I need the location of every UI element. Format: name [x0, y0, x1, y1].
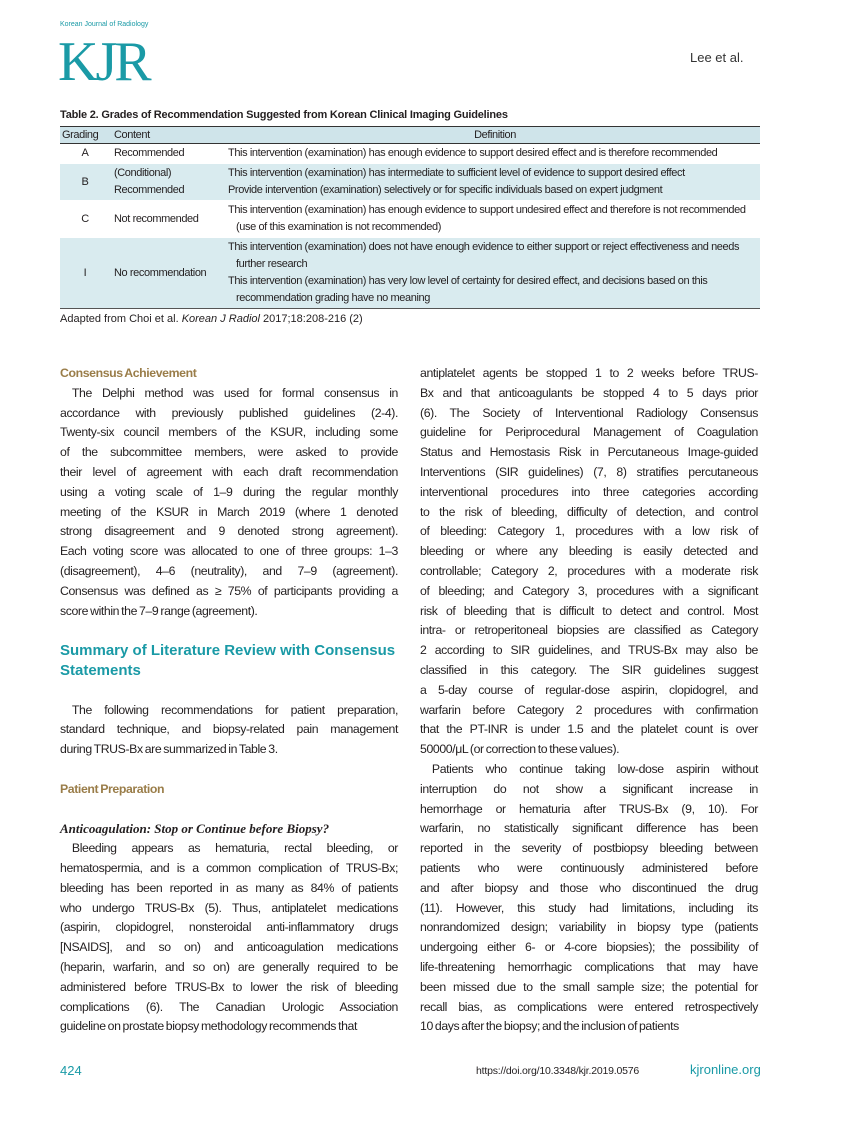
text-line: Twenty-six council members of the KSUR, including some	[60, 425, 398, 440]
content-cell	[110, 238, 228, 309]
text-line: 50000/μL (or correction to these values).	[420, 742, 620, 757]
text-line: of bleeding; and Category 3, procedures with a significant	[420, 583, 758, 598]
table-header-row	[60, 127, 760, 144]
journal-logo: KJR	[58, 31, 149, 93]
text-line: 2 according to SIR guidelines, and TRUS-Bx may also be	[420, 643, 758, 658]
text-line: guideline for Periprocedural Management of Coagulation	[420, 425, 758, 440]
grade-cell: C	[81, 212, 89, 225]
text-line: classified in this category. The SIR guidelines suggest	[420, 662, 758, 677]
section-title: Statements	[60, 661, 141, 679]
text-line: intra- or retroperitoneal biopsies are classified as Category	[420, 623, 758, 638]
page-number: 424	[60, 1063, 82, 1078]
grades-table	[60, 126, 760, 309]
definition-line: This intervention (examination) has enough evidence to support undesired effect and therefore is not recommended (use of this examination is not recommended)	[228, 204, 746, 233]
text-line: The following recommendations for patient preparation,	[60, 702, 398, 717]
text-line: life-threatening hemorrhagic complications that may have	[420, 959, 758, 974]
table-title: Table 2. Grades of Recommendation Suggested from Korean Clinical Imaging Guidelines	[60, 109, 508, 121]
grade-cell: A	[81, 147, 89, 159]
journal-name: Korean Journal of Radiology	[60, 21, 149, 28]
header-definition: Definition	[474, 129, 516, 141]
text-line: complications (6). The Canadian Urologic Association	[60, 999, 398, 1014]
text-line: Each voting score was allocated to one of three groups: 1–3	[60, 544, 398, 559]
spacer	[60, 621, 398, 641]
table-row	[60, 164, 760, 201]
text-line: Interventions (SIR guidelines) (7, 8) stratifies percutaneous	[420, 464, 758, 479]
text-line: standard technique, and biopsy-related pain management	[60, 722, 398, 737]
definition-line: Provide intervention (examination) selectively or for specific individuals based on expert judgment	[228, 184, 663, 196]
table-row	[60, 201, 760, 238]
paragraph	[420, 364, 758, 760]
content-line: Recommended	[114, 184, 185, 196]
text-line: been missed due to the small sample size; the potential for	[420, 979, 758, 994]
content-cell	[110, 144, 228, 164]
text-line: Bleeding appears as hematuria, rectal bleeding, or	[60, 841, 398, 856]
definition-line: This intervention (examination) does not have enough evidence to either support or reject effectiveness and needs further research	[228, 241, 740, 270]
section-title: Summary of Literature Review with Consensus	[60, 642, 396, 660]
note-suffix: 2017;18:208-216 (2)	[259, 313, 363, 325]
paragraph	[420, 760, 758, 1037]
text-line: (11). However, this study had limitations, including its	[420, 900, 758, 915]
text-line: Consensus was defined as ≥ 75% of participants providing a	[60, 583, 398, 598]
text-line: of the subcommittee members, were asked to provide	[60, 445, 398, 460]
text-line: who undergo TRUS-Bx (5). Thus, antiplatelet medications	[60, 900, 398, 915]
text-line: hemorrhage or hematuria after TRUS-Bx (9, 10). For	[420, 801, 758, 816]
text-line: guideline on prostate biopsy methodology recommends that	[60, 1019, 357, 1034]
paragraph	[60, 384, 398, 622]
text-line: The Delphi method was used for formal consensus in	[60, 385, 398, 400]
subheading: Consensus Achievement	[60, 366, 197, 380]
text-line: hematospermia, and is a common complication of TRUS-Bx;	[60, 860, 398, 875]
text-line: Status and Hemostasis Risk in Percutaneous Image-guided	[420, 445, 758, 460]
site-link[interactable]: kjronline.org	[690, 1062, 761, 1077]
content-line: (Conditional)	[114, 167, 172, 179]
content-cell	[110, 201, 228, 238]
text-line: undergoing either 6- or 4-core biopsies); the possibility of	[420, 940, 758, 955]
content-line: No recommendation	[114, 266, 207, 279]
left-column	[60, 364, 398, 1037]
table-row	[60, 144, 760, 164]
text-line: antiplatelet agents be stopped 1 to 2 weeks before TRUS-	[420, 366, 758, 380]
subheading: Patient Preparation	[60, 781, 165, 796]
note-journal: Korean J Radiol	[181, 313, 260, 325]
text-line: interventional procedures into three categories according	[420, 484, 758, 499]
doi-link[interactable]: https://doi.org/10.3348/kjr.2019.0576	[476, 1065, 640, 1077]
paragraph	[60, 839, 398, 1037]
table-block	[60, 107, 760, 327]
text-line: their level of agreement with each draft recommendation	[60, 464, 398, 479]
text-line: risk of bleeding that is difficult to detect and control. Most	[420, 603, 758, 618]
definition-cell	[228, 144, 760, 164]
note-prefix: Adapted from Choi et al.	[60, 313, 182, 325]
definition-cell	[228, 201, 760, 238]
text-line: controllable; Category 2, procedures with a moderate risk	[420, 563, 758, 578]
content-line: Recommended	[114, 147, 185, 159]
text-line: accordance with previously published guidelines (2-4).	[60, 405, 398, 420]
header-grading: Grading	[62, 129, 99, 141]
text-line: bleeding has been reported in as many as 84% of patients	[60, 880, 398, 895]
text-line: (6). The Society of Interventional Radiology Consensus	[420, 405, 758, 420]
definition-cell	[228, 238, 760, 309]
text-line: score within the 7–9 range (agreement).	[60, 603, 258, 618]
spacer	[60, 760, 398, 780]
right-column	[420, 364, 758, 1037]
content-line: Not recommended	[114, 212, 199, 225]
text-line: of bleeding: Category 1, procedures with a low risk of	[420, 524, 758, 539]
spacer	[60, 800, 398, 820]
text-line: Bx and that anticoagulants be stopped 4 to 5 days prior	[420, 385, 758, 400]
text-line: to the risk of bleeding, difficulty of detection, and control	[420, 504, 758, 519]
text-line: strong disagreement and 9 denoted strong agreement).	[60, 524, 398, 539]
text-line: patients who were continuously administered before	[420, 860, 758, 875]
subsection-title: Anticoagulation: Stop or Continue before Biopsy?	[60, 821, 330, 837]
text-line: nonrandomized design; variability in biopsy type (patients	[420, 920, 758, 935]
text-line: warfarin before Category 2 procedures with confirmation	[420, 702, 758, 717]
paragraph	[60, 701, 398, 760]
text-line: (aspirin, clopidogrel, nonsteroidal anti-inflammatory drugs	[60, 920, 398, 935]
text-line: (heparin, warfarin, and so on) are generally required to be	[60, 959, 398, 974]
table-row	[60, 238, 760, 309]
running-head: Lee et al.	[690, 50, 744, 65]
text-line: meeting of the KSUR in March 2019 (where 1 denoted	[60, 504, 398, 519]
spacer	[60, 681, 398, 701]
text-line: administered before TRUS-Bx to lower the risk of bleeding	[60, 979, 398, 994]
text-line: bleeding or where any bleeding is easily detected and	[420, 544, 758, 559]
table-note	[60, 311, 760, 327]
text-line: warfarin, no statistically significant difference has been	[420, 821, 758, 836]
text-line: a 5-day course of regular-dose aspirin, clopidogrel, and	[420, 682, 758, 697]
text-line: (disagreement), 4–6 (neutrality), and 7–9 (agreement).	[60, 563, 398, 578]
text-line: reported in the severity of postbiopsy bleeding between	[420, 841, 758, 856]
definition-cell	[228, 164, 760, 201]
text-line: using a voting scale of 1–9 during the regular monthly	[60, 484, 398, 499]
definition-line: This intervention (examination) has intermediate to sufficient level of evidence to support desired effect	[228, 167, 685, 179]
definition-line: This intervention (examination) has very low level of certainty for desired effect, and decisions based on this recommendation grading have no meaning	[228, 275, 708, 304]
text-line: 10 days after the biopsy; and the inclusion of patients	[420, 1019, 679, 1034]
text-line: that the PT-INR is under 1.5 and the platelet count is over	[420, 722, 758, 737]
text-line: Patients who continue taking low-dose aspirin without	[420, 761, 758, 776]
definition-line: This intervention (examination) has enough evidence to support desired effect and is therefore recommended	[228, 147, 718, 159]
grade-cell: B	[81, 175, 89, 188]
text-line: and after biopsy and those who discontinued the drug	[420, 880, 758, 895]
text-line: [NSAIDS], and so on) and anticoagulation medications	[60, 940, 398, 955]
text-line: interruption do not show a significant increase in	[420, 781, 758, 796]
text-line: during TRUS-Bx are summarized in Table 3.	[60, 742, 278, 757]
grade-cell: I	[83, 266, 87, 279]
text-line: recall bias, as complications were entered retrospectively	[420, 999, 758, 1014]
header-content: Content	[114, 129, 150, 141]
content-cell	[110, 164, 228, 201]
